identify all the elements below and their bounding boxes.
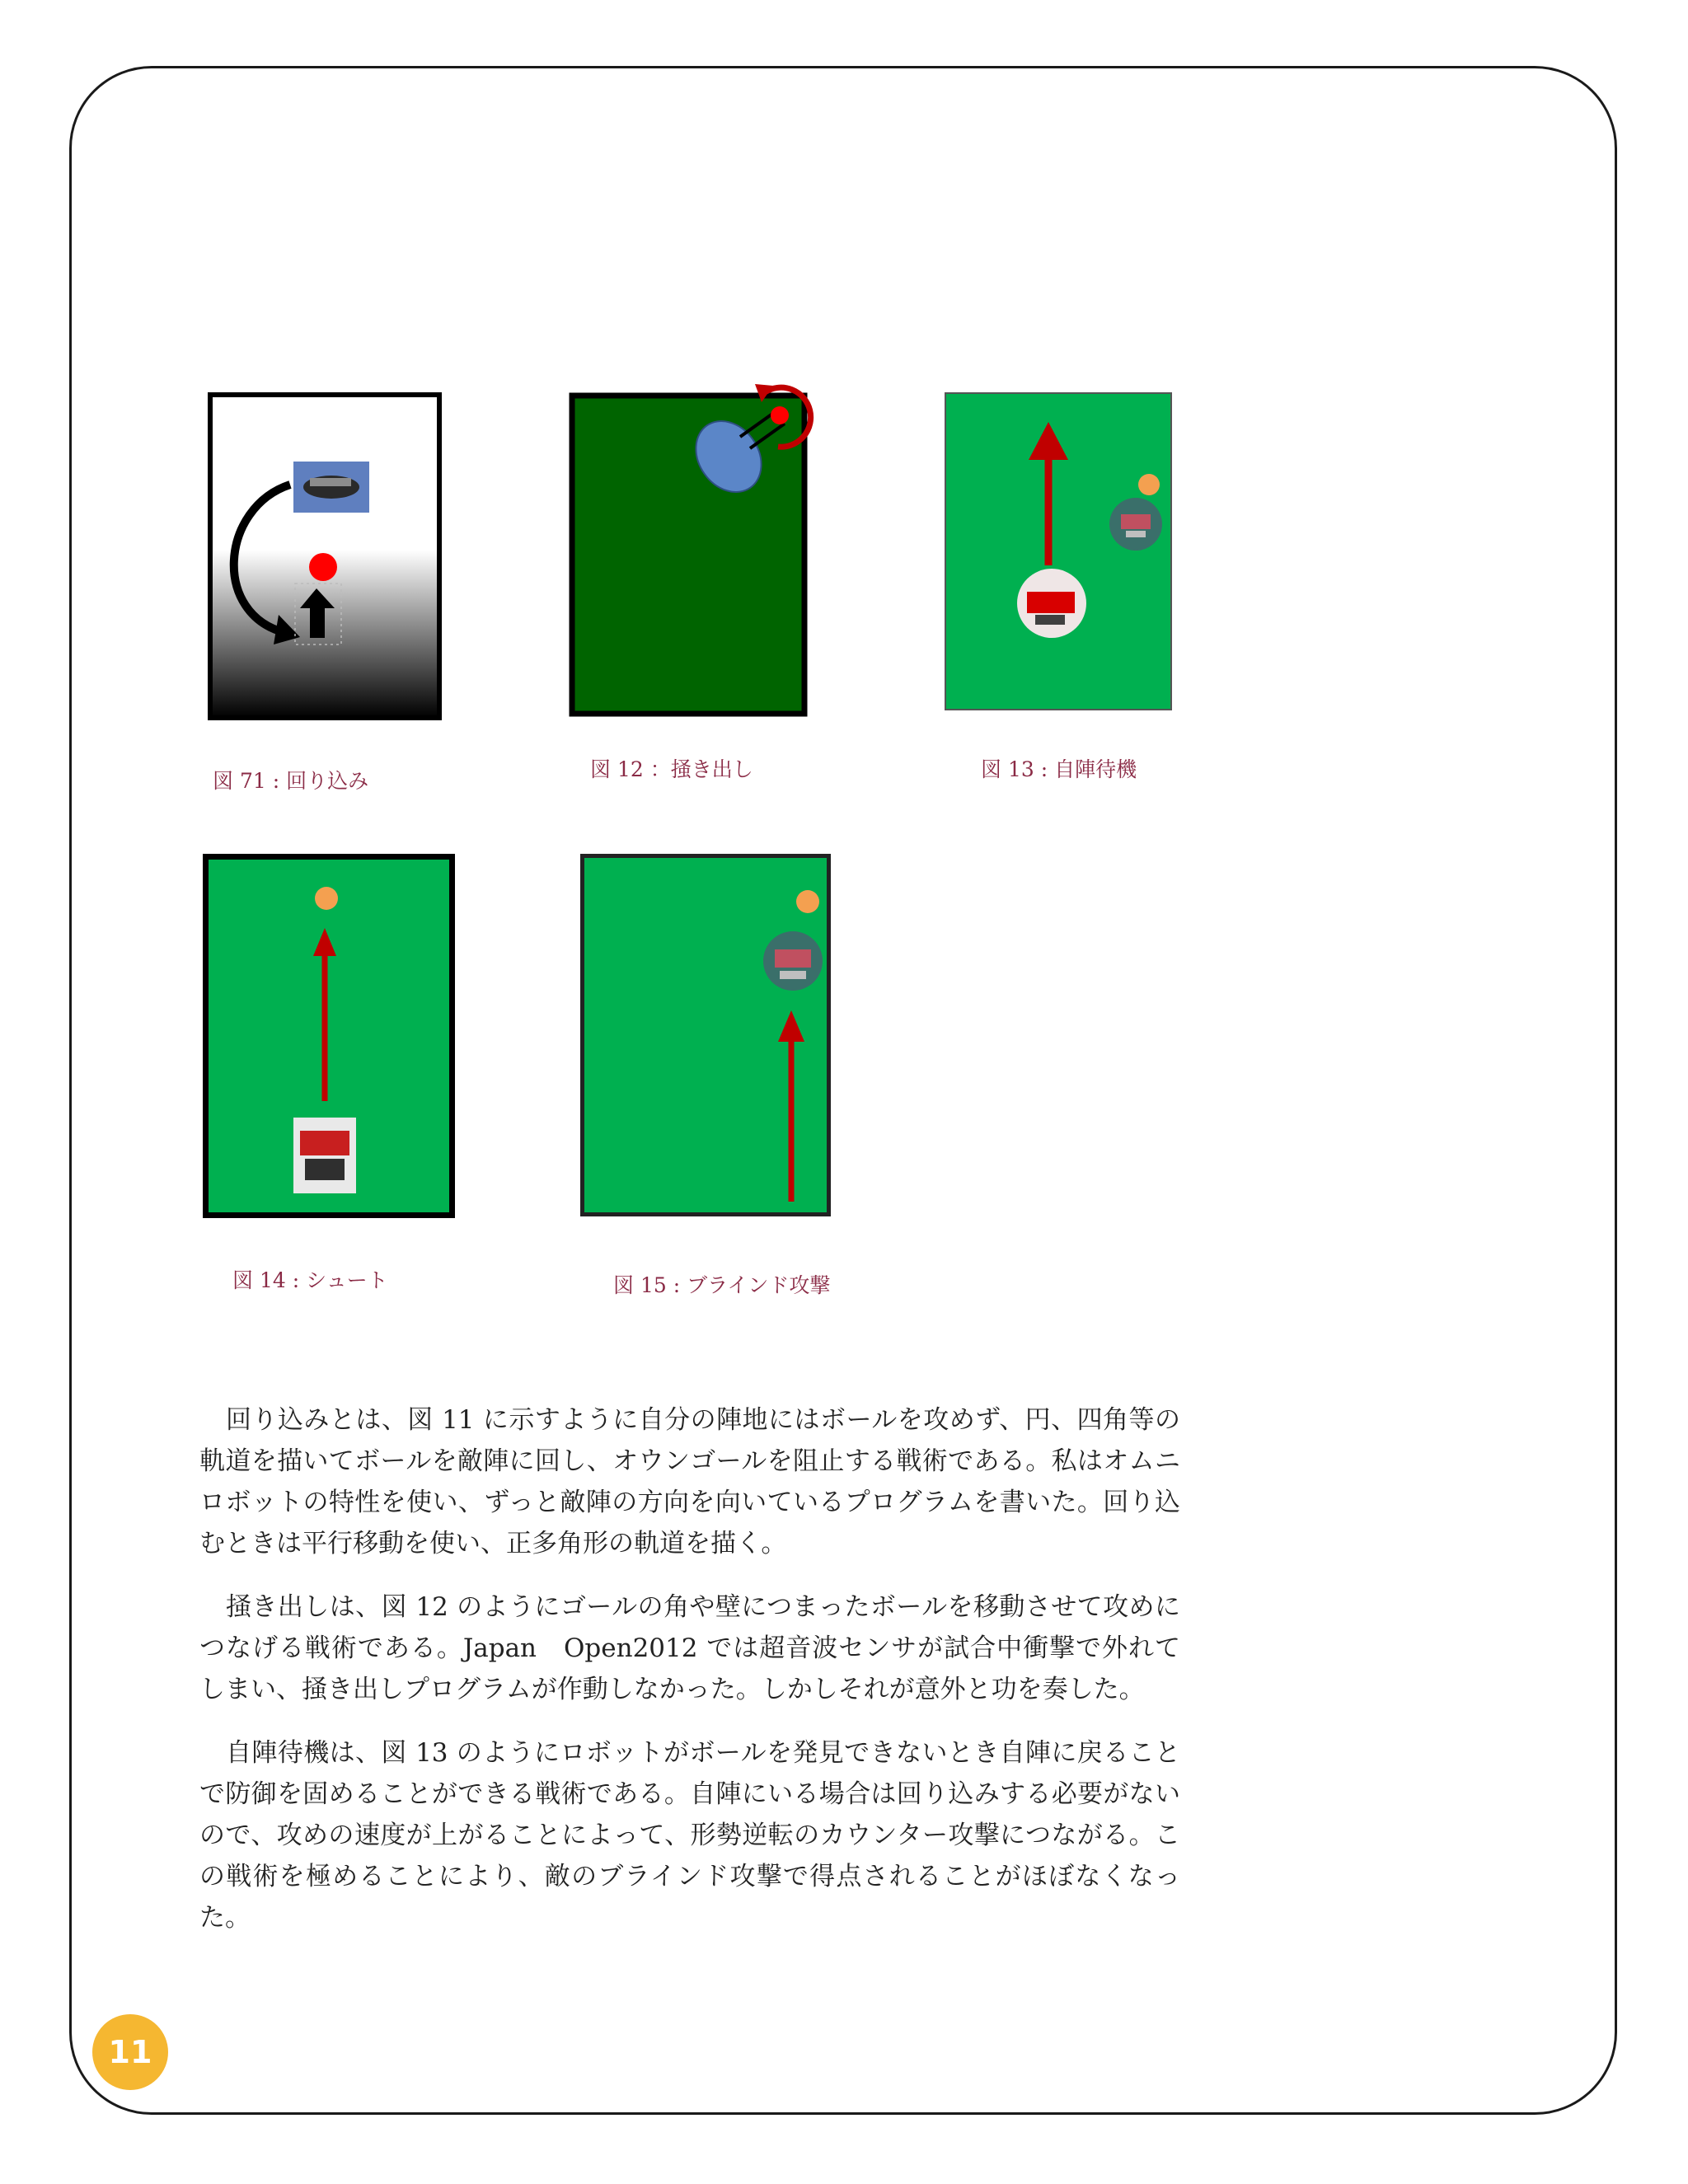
paragraph-scoop-out: 掻き出しは、図 12 のようにゴールの角や壁につまったボールを移動させて攻めにつなげる戦術である。Japan Open2012 では超音波センサが試合中衝撃で外れてしまい、掻き出しプログラムが作動しなかった。しかしそれが意外と功を奏した。 (199, 1592, 1180, 1704)
figure-13-drawing (945, 392, 1172, 710)
ball-red (771, 406, 789, 424)
figure-13-caption: 図 13 : 自陣待機 (981, 757, 1137, 781)
robot-photo (293, 462, 369, 513)
figure-15-blind-attack (580, 854, 831, 1216)
figure-12-caption: 図 12 ：掻き出し (590, 757, 753, 781)
paragraph-wraparound: 回り込みとは、図 11 に示すように自分の陣地にはボールを攻めず、円、四角等の軌道を描いてボールを敵陣に回し、オウンゴールを阻止する戦術である。私はオムニロボットの特性を使い、ずっと敵陣の方向を向いているプログラムを書いた。回り込むときは平行移動を使い、正多角形の軌道を描く。 (199, 1405, 1180, 1558)
body-text (199, 1399, 1180, 1961)
figure-71-caption: 図 71 : 回り込み (213, 769, 369, 793)
ball-red (309, 553, 337, 581)
ball-orange (315, 887, 338, 910)
figure-15-caption: 図 15 : ブラインド攻撃 (613, 1273, 831, 1297)
robot-circle-photo (1017, 569, 1086, 638)
ball-orange (1138, 474, 1160, 495)
ball-orange (796, 890, 819, 913)
figure-12-drawing (567, 369, 829, 720)
figure-14-shoot (203, 854, 455, 1218)
opponent-robot-photo (1109, 498, 1162, 551)
figure-71-wraparound (208, 392, 442, 720)
opponent-robot-photo (763, 931, 823, 991)
robot-photo (293, 1118, 356, 1193)
figure-15-drawing (580, 854, 831, 1216)
figure-71-drawing (208, 392, 442, 720)
page-number-badge: 11 (92, 2014, 168, 2090)
paragraph-home-wait: 自陣待機は、図 13 のようにロボットがボールを発見できないとき自陣に戻ることで防御を固めることができる戦術である。自陣にいる場合は回り込みする必要がないので、攻めの速度が上がることによって、形勢逆転のカウンター攻撃につながる。この戦術を極めることにより、敵のブラインド攻撃で得点されることがほぼなくなった。 (199, 1738, 1180, 1933)
figure-14-drawing (203, 854, 455, 1218)
figure-13-home-wait (945, 392, 1172, 710)
figure-14-caption: 図 14 : シュート (232, 1268, 388, 1292)
figure-12-scoop-out (567, 369, 829, 720)
